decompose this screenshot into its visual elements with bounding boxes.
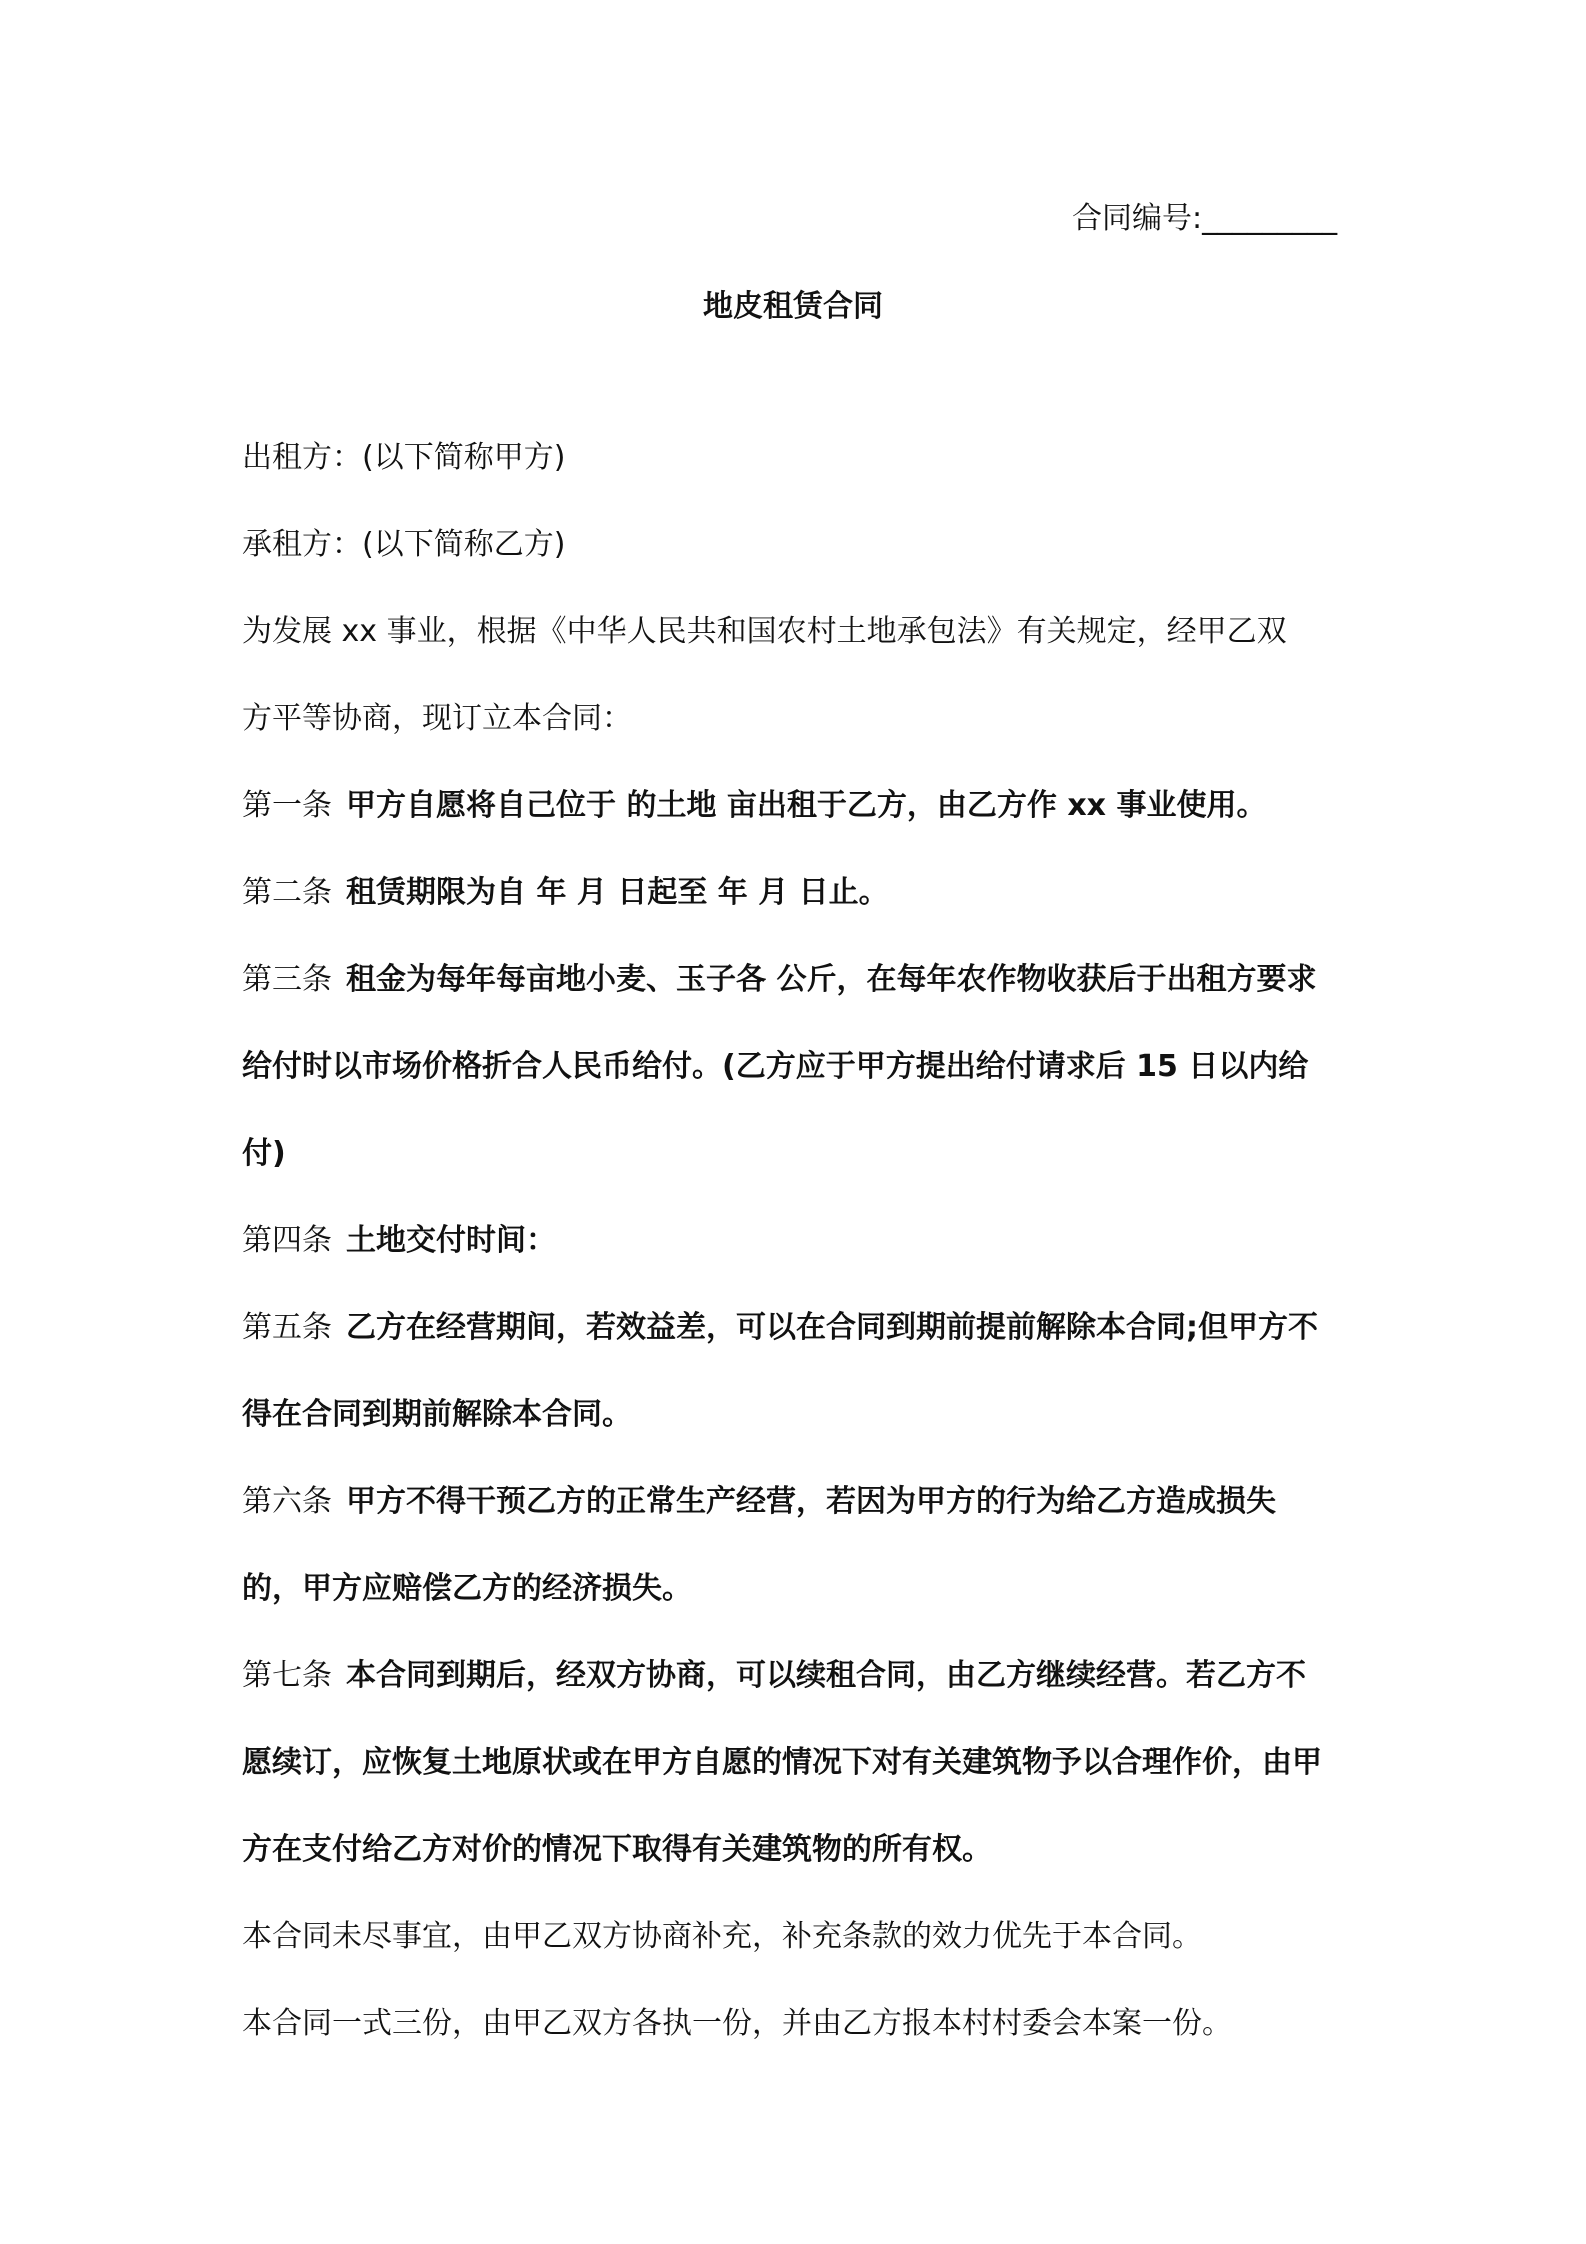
article-6-text-1: 甲方不得干预乙方的正常生产经营，若因为甲方的行为给乙方造成损失 [346, 1484, 1276, 1519]
document-title: 地皮租赁合同 [703, 289, 883, 324]
article-3-text-2: 给付时以市场价格折合人民币给付。(乙方应于甲方提出给付请求后 15 日以内给 [242, 1049, 1309, 1084]
article-5 [242, 1306, 1318, 1350]
article-4-text: 土地交付时间： [346, 1223, 556, 1258]
article-3-text-1: 租金为每年每亩地小麦、玉子各 公斤，在每年农作物收获后于出租方要求 [346, 962, 1317, 997]
closing-line-1: 本合同未尽事宜，由甲乙双方协商补充，补充条款的效力优先于本合同。 [242, 1919, 1202, 1954]
article-3 [242, 958, 1316, 1002]
article-2 [242, 871, 889, 915]
article-7 [242, 1654, 1306, 1698]
article-1-label: 第一条 [242, 788, 332, 823]
article-5-label: 第五条 [242, 1310, 332, 1345]
article-3-label: 第三条 [242, 962, 332, 997]
article-2-text: 租赁期限为自 年 月 日起至 年 月 日止。 [346, 875, 889, 910]
article-5-text-1: 乙方在经营期间，若效益差，可以在合同到期前提前解除本合同;但甲方不 [346, 1310, 1318, 1345]
article-1-text: 甲方自愿将自己位于 的土地 亩出租于乙方，由乙方作 xx 事业使用。 [346, 788, 1267, 823]
article-6-text-2: 的，甲方应赔偿乙方的经济损失。 [242, 1571, 692, 1606]
lessee-line: 承租方：(以下简称乙方) [242, 527, 566, 562]
lessor-line: 出租方：(以下简称甲方) [242, 440, 566, 475]
contract-number: 合同编号:_________ [1072, 201, 1338, 236]
article-3-text-3: 付) [242, 1136, 286, 1171]
article-7-text-1: 本合同到期后，经双方协商，可以续租合同，由乙方继续经营。若乙方不 [346, 1658, 1306, 1693]
article-6-label: 第六条 [242, 1484, 332, 1519]
article-4 [242, 1219, 556, 1263]
article-1 [242, 784, 1266, 828]
preamble-line-1: 为发展 xx 事业，根据《中华人民共和国农村土地承包法》有关规定，经甲乙双 [242, 614, 1287, 649]
article-2-label: 第二条 [242, 875, 332, 910]
article-4-label: 第四条 [242, 1223, 332, 1258]
article-7-label: 第七条 [242, 1658, 332, 1693]
article-7-text-3: 方在支付给乙方对价的情况下取得有关建筑物的所有权。 [242, 1832, 992, 1867]
article-6 [242, 1480, 1276, 1524]
article-7-text-2: 愿续订，应恢复土地原状或在甲方自愿的情况下对有关建筑物予以合理作价，由甲 [242, 1745, 1322, 1780]
closing-line-2: 本合同一式三份，由甲乙双方各执一份，并由乙方报本村村委会本案一份。 [242, 2006, 1232, 2041]
preamble-line-2: 方平等协商，现订立本合同： [242, 701, 632, 736]
article-5-text-2: 得在合同到期前解除本合同。 [242, 1397, 632, 1432]
